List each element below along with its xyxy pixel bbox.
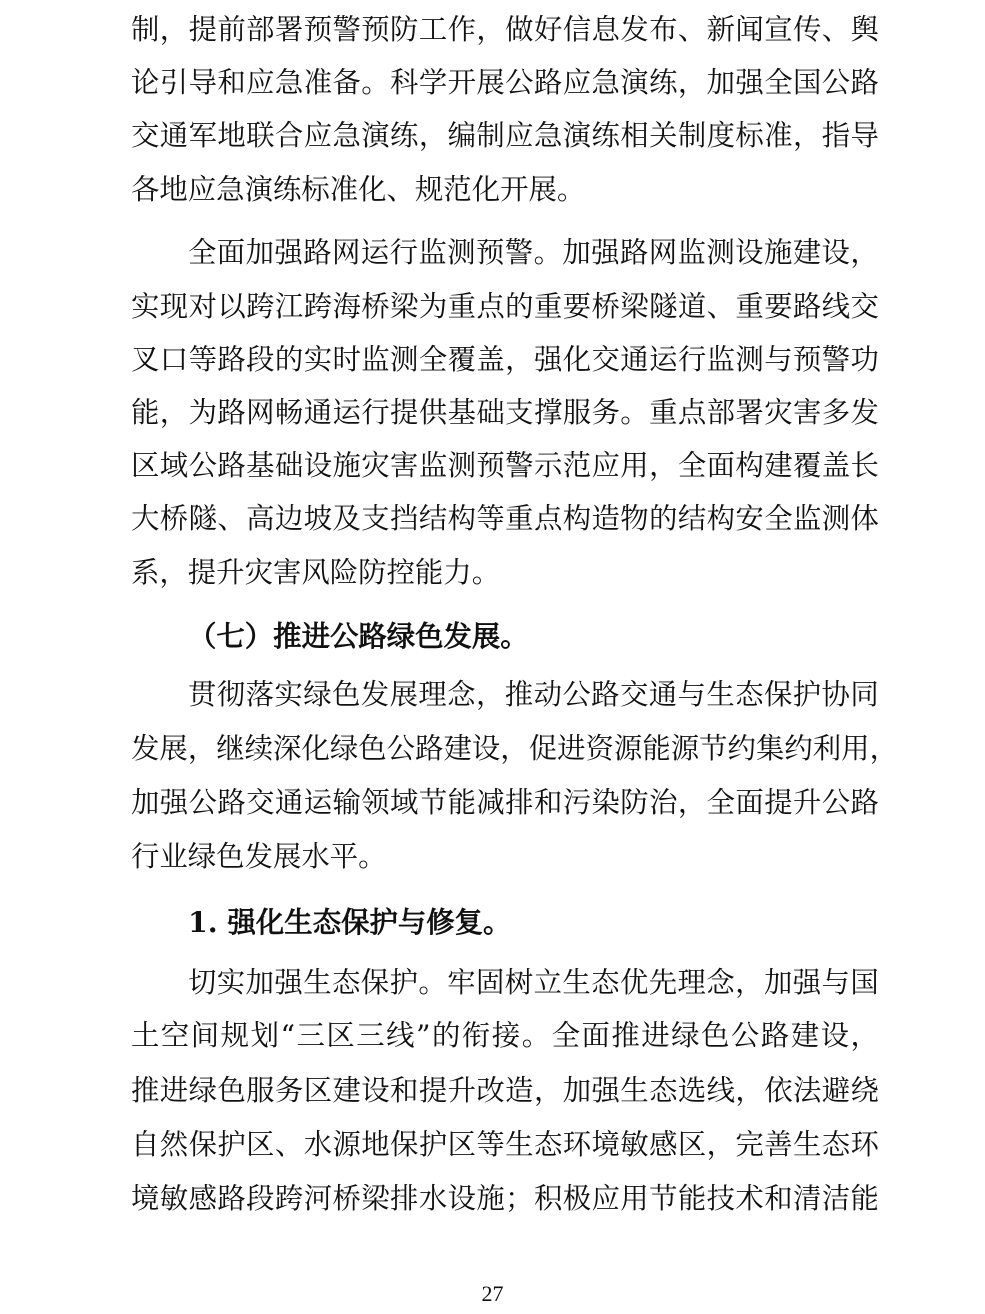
body-line: 区 域 公 路 基 础 设 施 灾 害 监 测 预 警 示 范 应 用 ， 全 面 构 建 覆 盖 长 — [131, 449, 879, 482]
paragraph-first-line: 贯 彻 落 实 绿 色 发 展 理 念 ， 推 动 公 路 交 通 与 生 态 保 护 协 同 — [188, 678, 879, 711]
body-line: 大 桥 隧 、 高 边 坡 及 支 挡 结 构 等 重 点 构 造 物 的 结 构 安 全 监 测 体 — [131, 502, 879, 535]
body-line: 实 现 对 以 跨 江 跨 海 桥 梁 为 重 点 的 重 要 桥 梁 隧 道 、 重 要 路 线 交 — [131, 290, 879, 323]
body-line: 论 引 导 和 应 急 准 备 。 科 学 开 展 公 路 应 急 演 练 ， 加 强 全 国 公 路 — [131, 66, 879, 99]
subsection-heading: 1. 强化生态保护与修复。 — [188, 905, 512, 939]
body-line: 系，提升灾害风险防控能力。 — [131, 556, 501, 589]
body-line: 发 展 ， 继 续 深 化 绿 色 公 路 建 设 ， 促 进 资 源 能 源 节 约 集 约 利 用 ， — [131, 732, 898, 765]
body-line: 各地应急演练标准化、规范化开展。 — [131, 173, 586, 206]
body-line: 叉 口 等 路 段 的 实 时 监 测 全 覆 盖 ， 强 化 交 通 运 行 监 测 与 预 警 功 — [131, 343, 879, 376]
body-line: 土 空 间 规 划 “ 三 区 三 线 ” 的 衔 接 。 全 面 推 进 绿 色 公 路 建 设 ， — [131, 1019, 879, 1052]
body-line: 行业绿色发展水平。 — [131, 840, 387, 873]
paragraph-first-line: 切 实 加 强 生 态 保 护 。 牢 固 树 立 生 态 优 先 理 念 ， 加 强 与 国 — [188, 966, 879, 999]
body-line: 能 ， 为 路 网 畅 通 运 行 提 供 基 础 支 撑 服 务 。 重 点 部 署 灾 害 多 发 — [131, 396, 879, 429]
page-number: 27 — [481, 1281, 504, 1306]
body-line: 交 通 军 地 联 合 应 急 演 练 ， 编 制 应 急 演 练 相 关 制 度 标 准 ， 指 导 — [131, 119, 879, 152]
body-line: 推 进 绿 色 服 务 区 建 设 和 提 升 改 造 ， 加 强 生 态 选 线 ， 依 法 避 绕 — [131, 1074, 879, 1107]
section-heading: （七）推进公路绿色发展。 — [188, 619, 529, 653]
body-line: 加 强 公 路 交 通 运 输 领 域 节 能 减 排 和 污 染 防 治 ， 全 面 提 升 公 路 — [131, 786, 879, 819]
body-line: 境 敏 感 路 段 跨 河 桥 梁 排 水 设 施 ； 积 极 应 用 节 能 技 术 和 清 洁 能 — [131, 1182, 879, 1215]
body-line: 制 ， 提 前 部 署 预 警 预 防 工 作 ， 做 好 信 息 发 布 、 新 闻 宣 传 、 舆 — [131, 13, 879, 46]
body-line: 自 然 保 护 区 、 水 源 地 保 护 区 等 生 态 环 境 敏 感 区 ， 完 善 生 态 环 — [131, 1128, 879, 1161]
paragraph-first-line: 全 面 加 强 路 网 运 行 监 测 预 警 。 加 强 路 网 监 测 设 施 建 设 ， — [188, 236, 879, 269]
